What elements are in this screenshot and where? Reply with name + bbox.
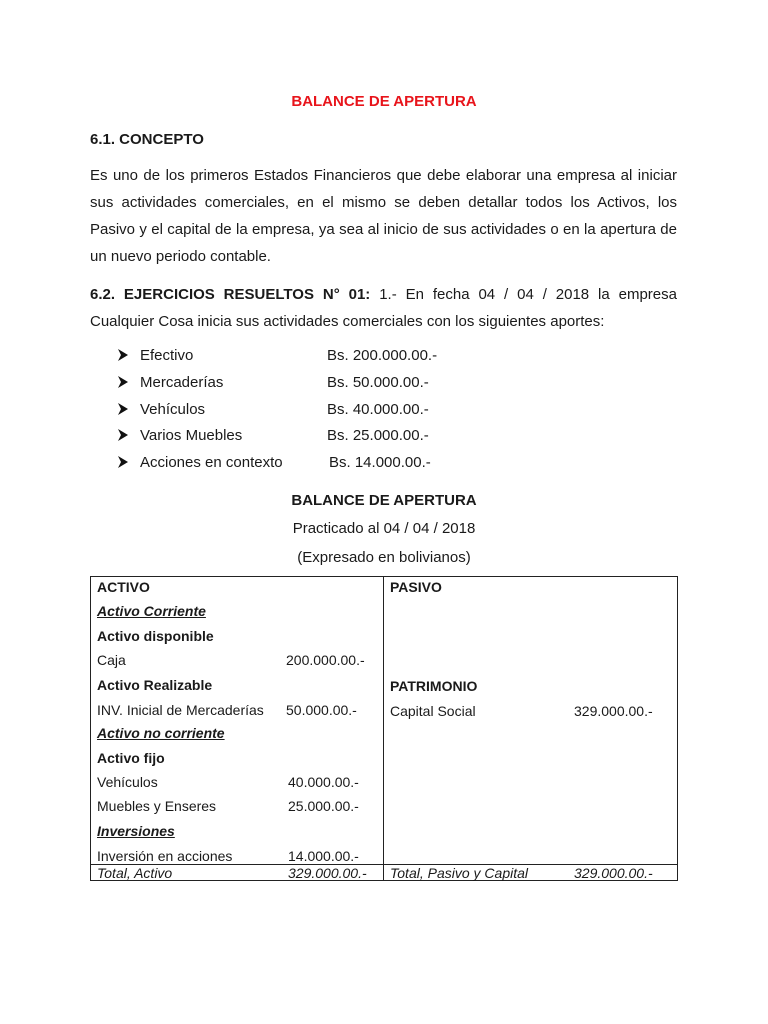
patrimonio-heading: PATRIMONIO <box>390 678 478 694</box>
activo-realizable-heading: Activo Realizable <box>97 677 213 693</box>
exercise-paragraph <box>90 281 677 335</box>
vehiculos-label: Vehículos <box>97 774 158 790</box>
balance-subtitle: Practicado al 04 / 04 / 2018 <box>292 520 476 537</box>
arrow-bullet-icon <box>117 375 129 389</box>
contributions-list <box>117 347 517 481</box>
inversion-acciones-value: 14.000.00.- <box>288 848 359 864</box>
arrow-bullet-icon <box>117 402 129 416</box>
inversion-acciones-label: Inversión en acciones <box>97 848 233 864</box>
contribution-amount: Bs. 50.000.00.- <box>327 373 429 391</box>
arrow-bullet-icon <box>117 455 129 469</box>
muebles-value: 25.000.00.- <box>288 798 359 814</box>
section-heading-ejercicios: 6.2. EJERCICIOS RESUELTOS N° 01: <box>90 286 371 303</box>
arrow-bullet-icon <box>117 428 129 442</box>
inv-mercaderias-label: INV. Inicial de Mercaderías <box>97 702 264 718</box>
contribution-name: Acciones en contexto <box>140 454 283 472</box>
balance-title: BALANCE DE APERTURA <box>291 492 477 509</box>
balance-currency-note: (Expresado en bolivianos) <box>297 549 471 566</box>
contribution-amount: Bs. 200.000.00.- <box>327 347 438 364</box>
total-activo-value: 329.000.00.- <box>288 865 367 881</box>
concept-line: un nuevo periodo contable. <box>90 248 271 265</box>
inversiones-heading: Inversiones <box>97 823 175 839</box>
total-pasivo-label: Total, Pasivo y Capital <box>390 865 528 881</box>
column-divider <box>383 577 384 880</box>
capital-social-value: 329.000.00.- <box>574 703 653 719</box>
inv-mercaderias-value: 50.000.00.- <box>286 702 357 718</box>
total-activo-label: Total, Activo <box>97 865 173 881</box>
muebles-label: Muebles y Enseres <box>97 798 217 814</box>
exercise-line-2: Cualquier Cosa inicia sus actividades comerciales con los siguientes aportes: <box>90 313 605 330</box>
contribution-name: Efectivo <box>140 347 194 364</box>
pasivo-header: PASIVO <box>390 579 442 595</box>
contribution-name: Varios Muebles <box>140 427 243 445</box>
activo-header: ACTIVO <box>97 579 150 595</box>
exercise-line-1 <box>90 281 677 308</box>
concept-line: Pasivo y el capital de la empresa, ya sea al inicio de sus actividades o en la apertura de <box>90 221 677 238</box>
document-title: BALANCE DE APERTURA <box>291 93 477 110</box>
arrow-bullet-icon <box>117 348 129 362</box>
concept-line: sus actividades comerciales, en el mismo se deben detallar todos los Activos, los <box>90 194 677 211</box>
capital-social-label: Capital Social <box>390 703 476 719</box>
activo-fijo-heading: Activo fijo <box>97 750 165 766</box>
contribution-amount: Bs. 40.000.00.- <box>327 400 429 418</box>
list-item <box>117 454 517 481</box>
list-item <box>117 347 517 374</box>
activo-no-corriente-heading: Activo no corriente <box>97 725 225 741</box>
activo-disponible-heading: Activo disponible <box>97 628 214 644</box>
balance-table <box>90 576 678 881</box>
caja-value: 200.000.00.- <box>286 652 365 668</box>
list-item <box>117 401 517 428</box>
contribution-name: Mercaderías <box>140 373 224 391</box>
contribution-amount: Bs. 14.000.00.- <box>329 454 431 472</box>
concept-paragraph <box>90 162 677 270</box>
activo-corriente-heading: Activo Corriente <box>97 603 206 619</box>
total-pasivo-value: 329.000.00.- <box>574 865 653 881</box>
caja-label: Caja <box>97 652 126 668</box>
list-item <box>117 427 517 454</box>
concept-line: Es uno de los primeros Estados Financieros que debe elaborar una empresa al iniciar <box>90 167 677 184</box>
contribution-name: Vehículos <box>140 400 206 418</box>
contribution-amount: Bs. 25.000.00.- <box>327 427 429 445</box>
section-heading-concepto: 6.1. CONCEPTO <box>90 131 204 148</box>
exercise-intro: 1.- En fecha 04 / 04 / 2018 la empresa <box>379 286 677 303</box>
vehiculos-value: 40.000.00.- <box>288 774 359 790</box>
list-item <box>117 374 517 401</box>
